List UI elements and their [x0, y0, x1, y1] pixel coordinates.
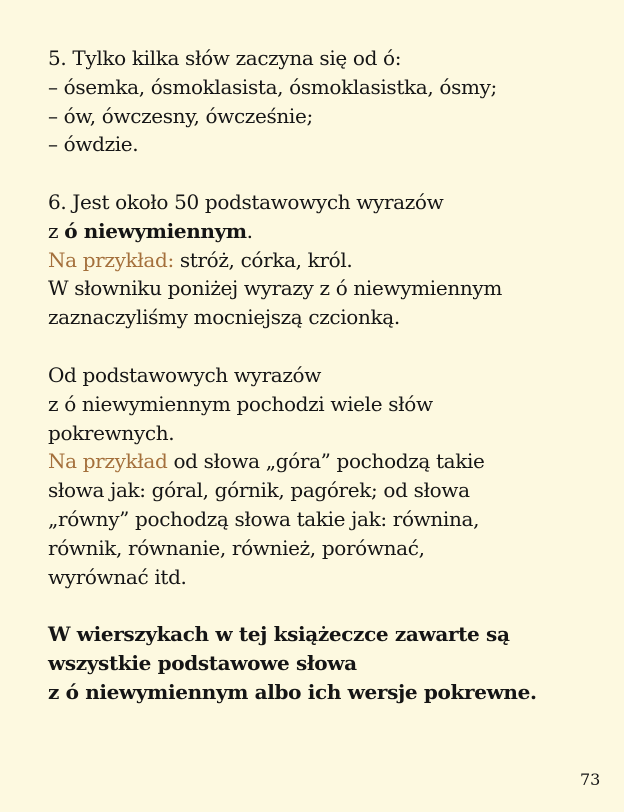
page-number: 73: [580, 770, 601, 789]
example-text: stróż, córka, król.: [173, 247, 353, 272]
example-line: [48, 246, 604, 275]
list-item: – ówdzie.: [48, 132, 139, 157]
section-6: [48, 188, 604, 332]
bold-line: W wierszykach w tej książeczce zawarte są: [48, 622, 510, 646]
example-line: [48, 447, 604, 476]
text-fragment: .: [246, 218, 253, 243]
section-7: [48, 361, 604, 591]
list-item: – ósemka, ósmoklasista, ósmoklasistka, ósmy;: [48, 74, 497, 99]
section-5-heading: 5. Tylko kilka słów zaczyna się od ó:: [48, 46, 402, 70]
section-6-line-2: [48, 217, 604, 246]
example-label: Na przykład: [48, 449, 168, 474]
section-8: [48, 620, 604, 706]
section-6-line-4: W słowniku poniżej wyrazy z ó niewymiennym: [48, 276, 502, 301]
bold-line: wszystkie podstawowe słowa: [48, 650, 357, 675]
bold-term: ó niewymiennym: [64, 218, 247, 243]
section-6-line-5: zaznaczyliśmy mocniejszą czcionką.: [48, 305, 400, 330]
section-7-line-5: słowa jak: góral, górnik, pagórek; od słowa: [48, 478, 470, 503]
section-7-line-8: wyrównać itd.: [48, 564, 187, 589]
section-7-line-6: „równy” pochodzą słowa takie jak: równina,: [48, 506, 480, 531]
example-text: od słowa „góra” pochodzą takie: [167, 449, 485, 474]
section-7-line-2: z ó niewymiennym pochodzi wiele słów: [48, 391, 433, 416]
section-7-line-7: równik, równanie, również, porównać,: [48, 535, 425, 560]
text-fragment: z: [48, 218, 65, 243]
example-label: Na przykład:: [48, 247, 174, 272]
section-7-line-3: pokrewnych.: [48, 420, 175, 445]
section-5: [48, 44, 604, 159]
section-6-heading: 6. Jest około 50 podstawowych wyrazów: [48, 190, 444, 214]
section-7-line-1: Od podstawowych wyrazów: [48, 363, 321, 387]
bold-line: z ó niewymiennym albo ich wersje pokrewne.: [48, 679, 537, 704]
list-item: – ów, ówczesny, ówcześnie;: [48, 103, 313, 128]
